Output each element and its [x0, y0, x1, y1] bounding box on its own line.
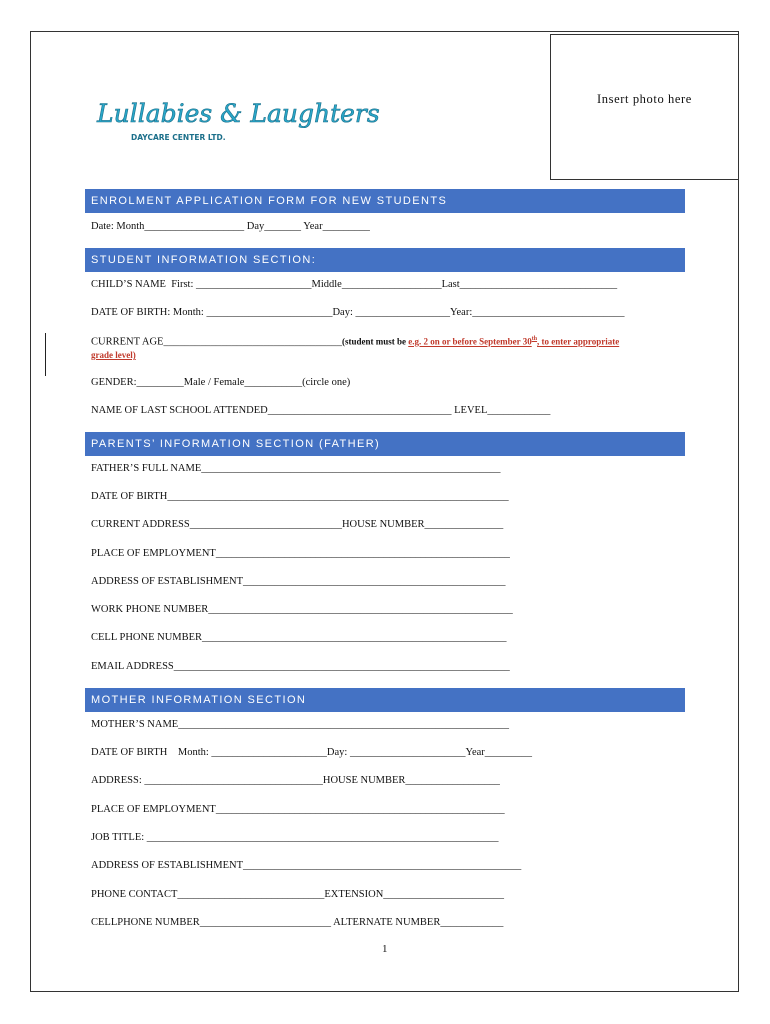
- last-school-line[interactable]: NAME OF LAST SCHOOL ATTENDED___________________________________ LEVEL____________: [91, 405, 551, 416]
- logo-title: Lullabies & Laughters: [97, 99, 380, 128]
- section-mother-header: MOTHER INFORMATION SECTION: [85, 688, 685, 712]
- gender-line[interactable]: GENDER:_________Male / Female___________(circle one): [91, 377, 351, 388]
- mother-establishment-line[interactable]: ADDRESS OF ESTABLISHMENT_____________________________________________________: [91, 860, 522, 871]
- mother-phone-line[interactable]: PHONE CONTACT____________________________EXTENSION_______________________: [91, 889, 505, 900]
- father-employment-line[interactable]: PLACE OF EMPLOYMENT________________________________________________________: [91, 548, 510, 559]
- dob-line[interactable]: DATE OF BIRTH: Month: ________________________Day: __________________Year:_____________________________: [91, 307, 625, 318]
- section-student-header: STUDENT INFORMATION SECTION:: [85, 248, 685, 272]
- text-cursor: [45, 333, 46, 376]
- daycare-logo: [95, 88, 380, 150]
- photo-box-label: Insert photo here: [597, 91, 692, 106]
- page-number: 1: [382, 943, 388, 955]
- age-note-line-2: grade level): [91, 350, 136, 360]
- father-work-phone-line[interactable]: WORK PHONE NUMBER__________________________________________________________: [91, 604, 513, 615]
- current-age-label: CURRENT AGE__________________________________: [91, 336, 342, 348]
- logo-subtitle: DAYCARE CENTER LTD.: [131, 133, 226, 142]
- age-note-red-2: , to enter appropriate: [537, 336, 620, 347]
- mother-employment-line[interactable]: PLACE OF EMPLOYMENT_______________________________________________________: [91, 804, 505, 815]
- date-line[interactable]: Date: Month___________________ Day_______ Year_________: [91, 221, 370, 232]
- section-enrolment-header: ENROLMENT APPLICATION FORM FOR NEW STUDENTS: [85, 189, 685, 213]
- mother-dob-line[interactable]: DATE OF BIRTH Month: ______________________Day: ______________________Year_________: [91, 747, 533, 758]
- father-establishment-line[interactable]: ADDRESS OF ESTABLISHMENT__________________________________________________: [91, 576, 506, 587]
- age-note-red: e.g. 2 on or before September 30: [408, 336, 532, 347]
- mother-address-line[interactable]: ADDRESS: __________________________________HOUSE NUMBER__________________: [91, 775, 500, 786]
- father-dob-line[interactable]: DATE OF BIRTH_________________________________________________________________: [91, 491, 509, 502]
- age-note-sup: th: [531, 336, 538, 342]
- mother-cell-line[interactable]: CELLPHONE NUMBER_________________________ ALTERNATE NUMBER____________: [91, 917, 504, 928]
- father-address-line[interactable]: CURRENT ADDRESS_____________________________HOUSE NUMBER_______________: [91, 519, 504, 530]
- father-name-line[interactable]: FATHER’S FULL NAME_________________________________________________________: [91, 463, 501, 474]
- father-email-line[interactable]: EMAIL ADDRESS________________________________________________________________: [91, 661, 510, 672]
- father-cell-line[interactable]: CELL PHONE NUMBER__________________________________________________________: [91, 632, 507, 643]
- section-father-header: PARENTS’ INFORMATION SECTION (FATHER): [85, 432, 685, 456]
- mother-name-line[interactable]: MOTHER’S NAME_______________________________________________________________: [91, 719, 509, 730]
- photo-box[interactable]: [550, 34, 739, 180]
- child-name-line[interactable]: CHILD’S NAME First: ______________________Middle___________________Last______________________________: [91, 279, 618, 290]
- age-note-bold: (student must be: [341, 336, 409, 347]
- current-age-line[interactable]: [91, 336, 619, 348]
- mother-job-title-line[interactable]: JOB TITLE: ___________________________________________________________________: [91, 832, 499, 843]
